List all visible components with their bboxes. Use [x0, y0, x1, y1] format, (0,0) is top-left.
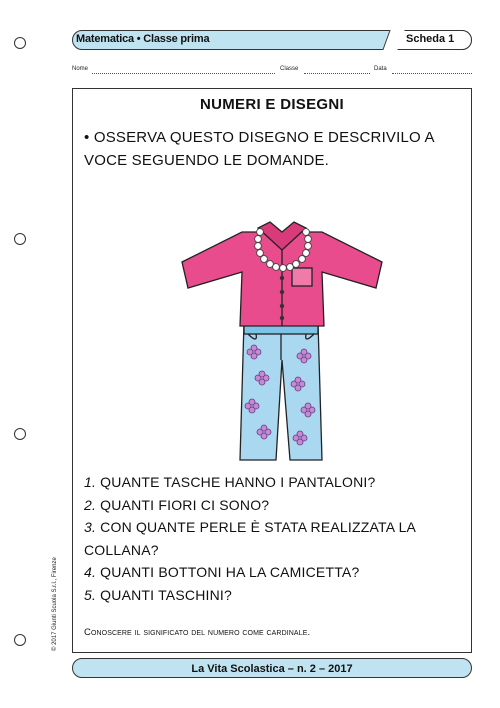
- copyright-notice: © 2017 Giunti Scuola S.r.l., Firenze: [52, 557, 58, 651]
- question-number: 1.: [84, 474, 97, 490]
- class-label: Classe: [280, 66, 299, 72]
- question-number: 5.: [84, 586, 97, 603]
- name-label: Nome: [72, 66, 89, 72]
- footer-bar: [72, 658, 472, 678]
- question-number: 2.: [84, 496, 97, 513]
- question-item: [84, 516, 470, 561]
- sheet-label: Scheda 1: [406, 33, 455, 45]
- binder-hole-upper-middle: [14, 233, 26, 245]
- name-line[interactable]: [92, 73, 275, 74]
- shirt-drawing: [182, 222, 382, 326]
- question-item: [84, 584, 470, 607]
- footer-text: La Vita Scolastica – n. 2 – 2017: [191, 663, 353, 675]
- instruction-text: [84, 126, 464, 172]
- question-text: CON QUANTE PERLE È STATA REALIZZATA LA COLLANA?: [84, 519, 416, 558]
- pants-drawing: [240, 322, 322, 460]
- binder-hole-bottom: [14, 634, 26, 646]
- binder-hole-lower-middle: [14, 428, 26, 440]
- bullet-icon: •: [84, 129, 90, 146]
- worksheet-title: NUMERI E DISEGNI: [200, 96, 344, 113]
- learning-goal: Conoscere il significato del numero come cardinale.: [84, 627, 311, 638]
- question-text: QUANTE TASCHE HANNO I PANTALONI?: [100, 474, 376, 490]
- subject-label: Matematica • Classe prima: [76, 33, 210, 45]
- question-text: QUANTI TASCHINI?: [100, 586, 232, 603]
- question-text: QUANTI BOTTONI HA LA CAMICETTA?: [100, 564, 360, 580]
- question-number: 4.: [84, 564, 97, 580]
- question-item: [84, 471, 470, 494]
- question-list: [84, 471, 470, 606]
- clothes-illustration: [172, 210, 392, 465]
- question-item: [84, 561, 470, 584]
- instruction-body: OSSERVA QUESTO DISEGNO E DESCRIVILO A VOCE SEGUENDO LE DOMANDE.: [84, 129, 434, 169]
- question-number: 3.: [84, 519, 97, 535]
- question-text: QUANTI FIORI CI SONO?: [100, 496, 270, 513]
- class-line[interactable]: [304, 73, 370, 74]
- date-line[interactable]: [392, 73, 472, 74]
- binder-hole-top: [14, 37, 26, 49]
- date-label: Data: [374, 66, 387, 72]
- question-item: [84, 494, 470, 517]
- sheet-tab: [392, 30, 472, 50]
